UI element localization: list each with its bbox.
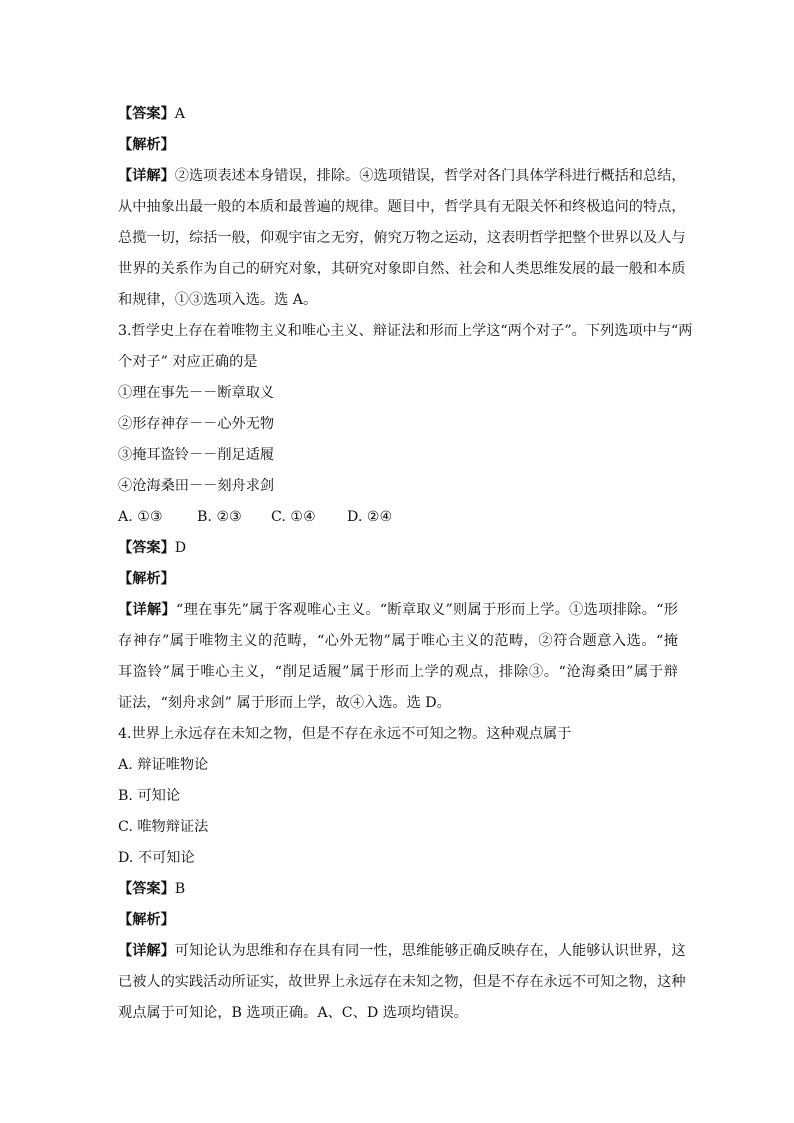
q2-detail-line: 总揽一切，综括一般，仰观宇宙之无穷，俯究万物之运动，这表明哲学把整个世界以及人与 [118, 230, 686, 246]
answer-value: A [174, 106, 186, 122]
q3-item: ②形存神存－－心外无物 [118, 416, 275, 432]
q3-stem-line: 3.哲学史上存在着唯物主义和唯心主义、辩证法和形而上学这“两个对子”。下列选项中与“两 [118, 323, 693, 339]
q3-option-a: A. ①③ [118, 509, 163, 525]
q2-detail-line [118, 161, 686, 192]
q3-option-c: C. ①④ [271, 509, 316, 525]
detail-text: 可知论认为思维和存在具有同一性，思维能够正确反映存在，人能够认识世界，这 [174, 943, 686, 959]
q3-item: ①理在事先－－断章取义 [118, 385, 275, 401]
q4-stem: 4.世界上永远存在未知之物，但是不存在永远不可知之物。这种观点属于 [118, 726, 572, 742]
detail-tag: 【详解】 [118, 602, 177, 618]
q3-option-d: D. ②④ [347, 509, 393, 525]
q3-answer-line [118, 533, 678, 564]
q4-detail-line: 已被人的实践活动所证实，故世界上永远存在未知之物，但是不存在永远不可知之物，这种 [118, 974, 686, 990]
q4-option-c: C. 唯物辩证法 [118, 819, 209, 835]
q3-detail-line [118, 595, 678, 626]
document-content [118, 99, 693, 1029]
q3-detail-line: 证法，“刻舟求剑” 属于形而上学，故④入选。选 D。 [118, 695, 451, 711]
detail-tag: 【详解】 [118, 943, 175, 959]
answer-tag: 【答案】 [118, 106, 175, 122]
q3-item: ④沧海桑田－－刻舟求剑 [118, 478, 275, 494]
q3-option-b: B. ②③ [197, 509, 242, 525]
q3-detail-line: 耳盗铃”属于唯心主义，“削足适履”属于形而上学的观点，排除③。“沧海桑田”属于辩 [118, 664, 678, 680]
q4-option-b: B. 可知论 [118, 788, 181, 804]
q4-detail-line [118, 936, 686, 967]
q3-detail-line: 存神存”属于唯物主义的范畴，“心外无物”属于唯心主义的范畴，②符合题意入选。“掩 [118, 633, 678, 649]
q3-options [118, 502, 678, 533]
q3-stem-line: 个对子” 对应正确的是 [118, 354, 258, 370]
q2-detail-line: 和规律，①③选项入选。选 A。 [118, 292, 318, 308]
q2-detail-line: 世界的关系作为自己的研究对象，其研究对象即自然、社会和人类思维发展的最一般和本质 [118, 261, 686, 277]
q4-detail-line: 观点属于可知论，B 选项正确。A、C、D 选项均错误。 [118, 1005, 468, 1021]
q4-answer-line [118, 874, 678, 905]
q2-analysis-heading: 【解析】 [118, 137, 175, 153]
q4-option-a: A. 辩证唯物论 [118, 757, 209, 773]
q2-answer-line [118, 99, 678, 130]
answer-tag: 【答案】 [118, 881, 175, 897]
answer-tag: 【答案】 [118, 540, 175, 556]
q4-analysis-heading: 【解析】 [118, 912, 175, 928]
q3-item: ③掩耳盗铃－－削足适履 [118, 447, 275, 463]
answer-value: D [174, 540, 187, 556]
q4-option-d: D. 不可知论 [118, 850, 195, 866]
q2-detail-line: 从中抽象出最一般的本质和最普遍的规律。题目中，哲学具有无限关怀和终极追问的特点， [118, 199, 686, 215]
detail-text: ②选项表述本身错误，排除。④选项错误，哲学对各门具体学科进行概括和总结， [174, 168, 686, 184]
detail-text: “理在事先”属于客观唯心主义。“断章取义”则属于形而上学。①选项排除。“形 [176, 602, 678, 618]
answer-value: B [174, 881, 186, 897]
q3-analysis-heading: 【解析】 [118, 571, 175, 587]
detail-tag: 【详解】 [118, 168, 175, 184]
